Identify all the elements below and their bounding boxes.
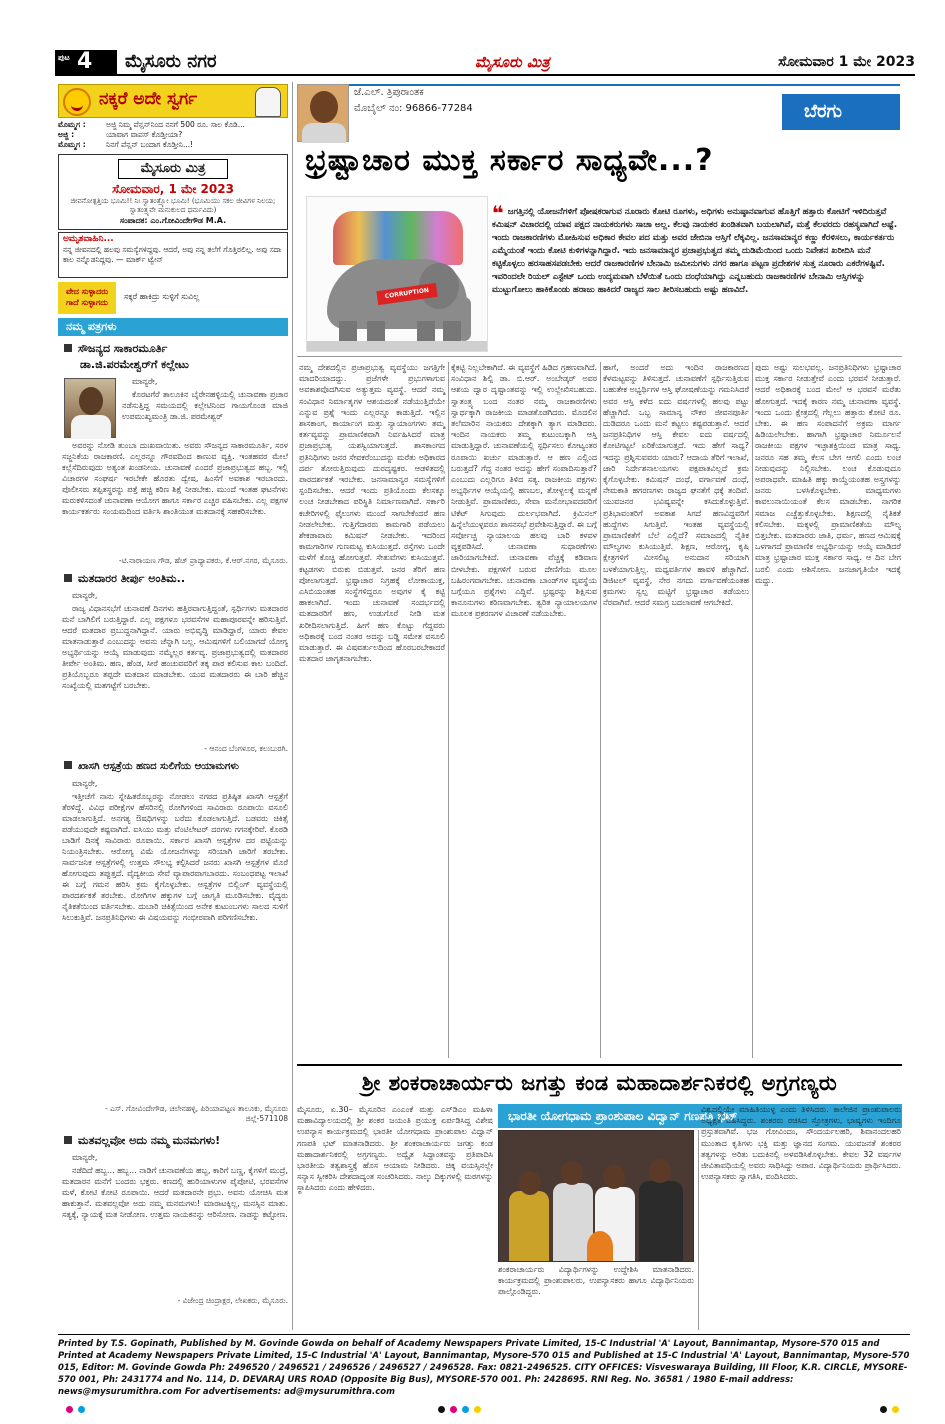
proverb-box bbox=[58, 282, 288, 314]
column-divider bbox=[292, 82, 293, 1330]
corruption-cartoon bbox=[306, 196, 488, 352]
letter-signature: - ಆನಂದ ಬೆಂಗಳೂರ, ಕಲುಬುರಗಿ. bbox=[204, 744, 288, 753]
feature-headline: ಶ್ರೀ ಶಂಕರಾಚಾರ್ಯರು ಜಗತ್ತು ಕಂಡ ಮಹಾದಾರ್ಶನಿಕರಲ್ಲಿ ಅಗ್ರಗಣ್ಯರು bbox=[361, 1071, 838, 1095]
issue-date: ಸೋಮವಾರ 1 ಮೇ 2023 bbox=[778, 54, 915, 70]
bullet-square-icon bbox=[64, 574, 72, 582]
article-column: ನಮ್ಮ ದೇಶದಲ್ಲಿನ ಪ್ರಜಾಪ್ರಭುತ್ವ ವ್ಯವಸ್ಥೆಯು ಜಗತ್ತಿಗೇ ಮಾದರಿಯಾದದ್ದು. ಪ್ರಜೆಗಳೇ ಪ್ರಭುಗಳಾಗುವ ಅವಕಾಶವೊದಗಿಸುವ ಅತ್ಯುತ್ತಮ ವ್ಯವಸ್ಥೆ. ಆದರೆ ನಮ್ಮ ಸಂವಿಧಾನ ನಿರ್ಮಾತೃಗಳ ಆಶಯದಂತೆ ನಡೆಯುತ್ತಿದೆಯೇ ಎನ್ನುವ ಪ್ರಶ್ನೆ ಇಂದು ಎಲ್ಲರನ್ನೂ ಕಾಡುತ್ತಿದೆ. ಇಲ್ಲಿನ ಶಾಸಕಾಂಗ, ಕಾರ್ಯಾಂಗ ಮತ್ತು ನ್ಯಾಯಾಂಗಗಳು ತಮ್ಮ ಕರ್ತವ್ಯವನ್ನು ಪ್ರಾಮಾಣಿಕವಾಗಿ ನಿರ್ವಹಿಸಿದರೆ ಮಾತ್ರ ಪ್ರಜಾಪ್ರಭುತ್ವ ಯಶಸ್ವಿಯಾಗುತ್ತದೆ. ಶಾಸಕಾಂಗದ ಪ್ರತಿನಿಧಿಗಳು ಜನರ ಸೇವಕರೆಂಬುದನ್ನು ಮರೆತು ಅಧಿಕಾರದ ದರ್ಪ ತೋರುತ್ತಿರುವುದು ದುರದೃಷ್ಟಕರ. ಆಡಳಿತದಲ್ಲಿ ಪಾರದರ್ಶಕತೆ ಇರಬೇಕು. ಜನಸಾಮಾನ್ಯರ ಸಮಸ್ಯೆಗಳಿಗೆ ಸ್ಪಂದಿಸಬೇಕು. ಆದರೆ ಇಂದು ಪ್ರತಿಯೊಂದು ಕೆಲಸಕ್ಕೂ ಲಂಚ ನೀಡಬೇಕಾದ ಪರಿಸ್ಥಿತಿ ನಿರ್ಮಾಣವಾಗಿದೆ. ಸರ್ಕಾರಿ ಕಚೇರಿಗಳಲ್ಲಿ ಫೈಲುಗಳು ಮುಂದೆ ಸಾಗಬೇಕೆಂದರೆ ಹಣ ನೀಡಲೇಬೇಕು. ಗುತ್ತಿಗೆದಾರರು ಕಾಮಗಾರಿ ಪಡೆಯಲು ಶೇಕಡಾವಾರು ಕಮಿಷನ್ ನೀಡಬೇಕು. ಇದರಿಂದ ಕಾಮಗಾರಿಗಳ ಗುಣಮಟ್ಟ ಕುಸಿಯುತ್ತದೆ. ರಸ್ತೆಗಳು ಒಂದೇ ಮಳೆಗೆ ಕೊಚ್ಚಿ ಹೋಗುತ್ತವೆ. ಸೇತುವೆಗಳು ಕುಸಿಯುತ್ತವೆ. ಕಟ್ಟಡಗಳು ಬಿರುಕು ಬಿಡುತ್ತವೆ. ಜನರ ತೆರಿಗೆ ಹಣ ಪೋಲಾಗುತ್ತದೆ. ಭ್ರಷ್ಟಾಚಾರ ನಿಗ್ರಹಕ್ಕೆ ಲೋಕಾಯುಕ್ತ, ಎಸಿಬಿಯಂತಹ ಸಂಸ್ಥೆಗಳಿದ್ದರೂ ಅವುಗಳ ಕೈ ಕಟ್ಟಿ ಹಾಕಲಾಗಿದೆ. ಇಂದು ಚುನಾವಣೆ ಸಂದರ್ಭದಲ್ಲಿ ಮತದಾರರಿಗೆ ಹಣ, ಉಡುಗೊರೆ ನೀಡಿ ಮತ ಖರೀದಿಸಲಾಗುತ್ತಿದೆ. ಹೀಗೆ ಹಣ ಕೊಟ್ಟು ಗೆದ್ದವರು ಅಧಿಕಾರಕ್ಕೆ ಬಂದ ನಂತರ ಅದನ್ನು ಬಡ್ಡಿ ಸಮೇತ ವಸೂಲಿ ಮಾಡುತ್ತಾರೆ. ಈ ವಿಷವರ್ತುಲದಿಂದ ಹೊರಬರಬೇಕಾದರೆ ಮತದಾರ ಜಾಗೃತನಾಗಬೇಕು. bbox=[299, 363, 445, 664]
joke-title-bar bbox=[58, 84, 288, 118]
author-name: ಜೆ.ಎಲ್. ತ್ರಿಪುರಾಂತಕ bbox=[354, 87, 424, 98]
column-divider bbox=[600, 362, 601, 1058]
bullet-square-icon bbox=[64, 1136, 72, 1144]
feature-photo-caption: ಶಂಕರಾಚಾರ್ಯರು ವಿದ್ಯಾರ್ಥಿಗಳನ್ನು ಉದ್ದೇಶಿಸಿ ಮಾತನಾಡಿದರು. ಕಾರ್ಯಕ್ರಮದಲ್ಲಿ ಪ್ರಾಂಶುಪಾಲರು, ಉಪನ್ಯಾಸಕರು ಹಾಗೂ ವಿದ್ಯಾರ್ಥಿನಿಯರು ಪಾಲ್ಗೊಂಡಿದ್ದರು. bbox=[498, 1265, 694, 1297]
page-number-tag bbox=[55, 50, 117, 74]
joke-line: ಮೊಮ್ಮಗ : ಅಜ್ಜಿ ನಿಮ್ಮ ಪೆನ್ಷನ್‌ನಿಂದ ನನಗೆ 500 ರೂ. ಸಾಲ ಕೊಡಿ... bbox=[58, 120, 245, 129]
registration-mark bbox=[880, 1406, 887, 1413]
column-divider bbox=[448, 362, 449, 1058]
column-divider bbox=[752, 362, 753, 1058]
joke-dialogue bbox=[58, 120, 288, 150]
registration-mark bbox=[78, 1406, 85, 1413]
author-mobile: ಮೊಬೈಲ್ ನಂ: 96866-77284 bbox=[354, 103, 473, 114]
letter-body: ಅವರನ್ನು ನೋಡಿ ತುಂಬಾ ದುಃಖವಾಯಿತು. ಅವರು ಸೌಜನ್ಯದ ಸಾಕಾರಮೂರ್ತಿ, ಸರಳ ಸಜ್ಜನಿಕೆಯ ರಾಜಕಾರಣಿ. ಎಲ್ಲರನ್ನೂ ಗೌರವದಿಂದ ಕಾಣುವ ವ್ಯಕ್ತಿ. ಇಂತಹವರ ಮೇಲೆ ಕಲ್ಲೆಸೆದಿರುವುದು ಅತ್ಯಂತ ಖಂಡನೀಯ. ಚುನಾವಣೆ ಎಂದರೆ ಪ್ರಜಾಪ್ರಭುತ್ವದ ಹಬ್ಬ. ಇಲ್ಲಿ ವಿಚಾರಗಳ ಸಂಘರ್ಷ ಇರಬೇಕೇ ಹೊರತು ದ್ವೇಷ, ಹಿಂಸೆಗೆ ಅವಕಾಶ ಇರಬಾರದು. ಪೊಲೀಸರು ತಪ್ಪಿತಸ್ಥರನ್ನು ಪತ್ತೆ ಹಚ್ಚಿ ಕಠಿಣ ಶಿಕ್ಷೆ ನೀಡಬೇಕು. ಮುಂದೆ ಇಂತಹ ಘಟನೆಗಳು ಮರುಕಳಿಸದಂತೆ ಚುನಾವಣಾ ಆಯೋಗ ಹಾಗೂ ಸರ್ಕಾರ ಎಚ್ಚರ ವಹಿಸಬೇಕು. ಎಲ್ಲ ಪಕ್ಷಗಳ ಕಾರ್ಯಕರ್ತರು ಸಂಯಮದಿಂದ ವರ್ತಿಸಿ ಶಾಂತಿಯುತ ಮತದಾನಕ್ಕೆ ಸಹಕರಿಸಬೇಕು. bbox=[62, 441, 288, 516]
registration-mark bbox=[892, 1406, 899, 1413]
bullet-square-icon bbox=[64, 344, 72, 352]
laughing-face-icon bbox=[63, 88, 91, 116]
feature-article-column: ವಿಶ್ವದಲ್ಲಿಯೇ ಮಾಹಿತಿಯುಳ್ಳ ಎಂದು ತಿಳಿಸಿದರು. ಕಾಲೇಜಿನ ಪ್ರಾಂಶುಪಾಲರು ಅಧ್ಯಕ್ಷತೆ ವಹಿಸಿದ್ದರು. ಶಂಕರರು ರಚಿಸಿದ ಸ್ತೋತ್ರಗಳು, ಭಾಷ್ಯಗಳು ಇಂದಿಗೂ ಪ್ರಸ್ತುತವಾಗಿವೆ. ಭಜ ಗೋವಿಂದಂ, ಸೌಂದರ್ಯಲಹರಿ, ಶಿವಾನಂದಲಹರಿ ಮುಂತಾದ ಕೃತಿಗಳು ಭಕ್ತಿ ಮತ್ತು ಜ್ಞಾನದ ಸಂಗಮ. ಯುವಜನತೆ ಶಂಕರರ ತತ್ವಗಳನ್ನು ಅರಿತು ಬದುಕಿನಲ್ಲಿ ಅಳವಡಿಸಿಕೊಳ್ಳಬೇಕು. ಕೇವಲ 32 ವರ್ಷಗಳ ಜೀವಿತಾವಧಿಯಲ್ಲಿ ಅವರು ಸಾಧಿಸಿದ್ದು ಅಪಾರ. ವಿದ್ಯಾರ್ಥಿನಿಯರು ಪ್ರಾರ್ಥಿಸಿದರು. ಉಪನ್ಯಾಸಕರು ಸ್ವಾಗತಿಸಿ, ವಂದಿಸಿದರು. bbox=[701, 1105, 901, 1182]
letter-body: ಮಾನ್ಯರೇ, ನಡೆದಿದೆ ಹಬ್ಬ... ಹಬ್ಬ... ನಾಡಿಗೆ ಚುನಾವಣೆಯ ಹಬ್ಬ, ಕಾರಿಗೆ ಬಣ್ಣ, ಕೈಗಳಿಗೆ ಮುದ್ರೆ, ಮತದಾರನ ಮನೆಗೆ ಬಂದರು ಭಕ್ತರು. ಕಣದಲ್ಲಿ ಹುರಿಯಾಳುಗಳ ಪೈಪೋಟಿ, ಭರವಸೆಗಳ ಮಳೆ, ಕೋಟಿ ಕೋಟಿ ರೂಪಾಯಿ. ಆದರೆ ಮತದಾರನೇ ಪ್ರಭು. ಅವನು ಯೋಚಿಸಿ ಮತ ಹಾಕುತ್ತಾನೆ. ಮತವಲ್ಲವೋ ಅದು ನಮ್ಮ ಮನಮಗಳು! ಮಾರಾಟಕ್ಕಿಲ್ಲ, ಮನಸ್ಸಿನ ಮಾತು. ಸತ್ಯಕ್ಕೆ, ನ್ಯಾಯಕ್ಕೆ ಮತ ನೀಡೋಣ. ಉತ್ತಮ ನಾಯಕನನ್ನು ಆರಿಸೋಣ. ನಾಡನ್ನು ಕಟ್ಟೋಣ. bbox=[62, 1153, 288, 1219]
section-divider bbox=[297, 356, 902, 357]
article-column: ಪುದು ಅಷ್ಟು ಸುಲಭವಲ್ಲ. ಜನಪ್ರತಿನಿಧಿಗಳು ಭ್ರಷ್ಟಾಚಾರ ಮುಕ್ತ ಸರ್ಕಾರ ನೀಡುತ್ತೇವೆ ಎಂದು ಭರವಸೆ ನೀಡುತ್ತಾರೆ. ಆದರೆ ಅಧಿಕಾರಕ್ಕೆ ಬಂದ ಮೇಲೆ ಆ ಭರವಸೆ ಮರೆತು ಹೋಗುತ್ತದೆ. ಇದಕ್ಕೆ ಕಾರಣ ನಮ್ಮ ಚುನಾವಣಾ ವ್ಯವಸ್ಥೆ. ಇಂದು ಒಂದು ಕ್ಷೇತ್ರದಲ್ಲಿ ಗೆಲ್ಲಲು ಹತ್ತಾರು ಕೋಟಿ ರೂ. ಬೇಕು. ಈ ಹಣ ಸಂಪಾದನೆಗೆ ಅಕ್ರಮ ಮಾರ್ಗ ಹಿಡಿಯಲೇಬೇಕು. ಹಾಗಾಗಿ ಭ್ರಷ್ಟಾಚಾರ ನಿರ್ಮೂಲನೆ ರಾಜಕೀಯ ಪಕ್ಷಗಳ ಇಚ್ಛಾಶಕ್ತಿಯಿಂದ ಮಾತ್ರ ಸಾಧ್ಯ. ಜನರೂ ಸಹ ತಮ್ಮ ಕೆಲಸ ಬೇಗ ಆಗಲಿ ಎಂದು ಲಂಚ ನೀಡುವುದನ್ನು ನಿಲ್ಲಿಸಬೇಕು. ಲಂಚ ಕೊಡುವುದೂ ಅಪರಾಧವೇ. ಮಾಹಿತಿ ಹಕ್ಕು ಕಾಯ್ದೆಯಂತಹ ಅಸ್ತ್ರಗಳನ್ನು ಜನರು ಬಳಸಿಕೊಳ್ಳಬೇಕು. ಮಾಧ್ಯಮಗಳು ಕಾವಲುನಾಯಿಯಂತೆ ಕೆಲಸ ಮಾಡಬೇಕು. ನಾಗರಿಕ ಸಮಾಜ ಎಚ್ಚೆತ್ತುಕೊಳ್ಳಬೇಕು. ಶಿಕ್ಷಣದಲ್ಲಿ ನೈತಿಕತೆ ಕಲಿಸಬೇಕು. ಮಕ್ಕಳಲ್ಲಿ ಪ್ರಾಮಾಣಿಕತೆಯ ಮೌಲ್ಯ ಬಿತ್ತಬೇಕು. ಮತದಾರರು ಜಾತಿ, ಧರ್ಮ, ಹಣದ ಆಮಿಷಕ್ಕೆ ಒಳಗಾಗದೆ ಪ್ರಾಮಾಣಿಕ ಅಭ್ಯರ್ಥಿಯನ್ನು ಆಯ್ಕೆ ಮಾಡಿದರೆ ಮಾತ್ರ ಭ್ರಷ್ಟಾಚಾರ ಮುಕ್ತ ಸರ್ಕಾರ ಸಾಧ್ಯ. ಆ ದಿನ ಬೇಗ ಬರಲಿ ಎಂದು ಆಶಿಸೋಣ. ಜನಜಾಗೃತಿಯೇ ಇದಕ್ಕೆ ಮದ್ದು. bbox=[755, 363, 901, 585]
page-number: 4 bbox=[77, 49, 93, 74]
letter-title: ಖಾಸಗಿ ಆಸ್ಪತ್ರೆಯ ಹಣದ ಸುಲಿಗೆಯ ಆಯಾಮಗಳು bbox=[64, 760, 288, 774]
event-photo bbox=[498, 1130, 694, 1262]
letters-section-banner: ನಮ್ಮ ಪತ್ರಗಳು bbox=[58, 318, 288, 336]
main-headline: ಭ್ರಷ್ಟಾಚಾರ ಮುಕ್ತ ಸರ್ಕಾರ ಸಾಧ್ಯವೇ...? bbox=[305, 143, 714, 178]
feature-subheadline: ಭಾರತೀ ಯೋಗಧಾಮ ಪ್ರಾಂಶುಪಾಲ ವಿದ್ವಾನ್ ಗಣಪತಿ ಭಟ್ bbox=[498, 1104, 902, 1128]
portrait-photo bbox=[64, 378, 116, 438]
registration-mark bbox=[438, 1406, 445, 1413]
letter-signature: - ವಿಜೇಂದ್ರ ಚಿಂದ್ರಾಕ್ಷರ, ಲೇಖಕರು, ಮೈಸೂರು. bbox=[177, 1296, 288, 1305]
letter-body: ಮಾನ್ಯರೇ, ರಾಜ್ಯ ವಿಧಾನಸಭೆಗೆ ಚುನಾವಣೆ ದಿನಗಳು ಹತ್ತಿರವಾಗುತ್ತಿದ್ದಂತೆ, ಸ್ಪರ್ಧಿಗಳು ಮತದಾರರ ಮನೆ ಬಾಗಿಲಿಗೆ ಬರುತ್ತಿದ್ದಾರೆ. ಎಲ್ಲ ಪಕ್ಷಗಳೂ ಭರವಸೆಗಳ ಮಹಾಪೂರವನ್ನೇ ಹರಿಸುತ್ತಿವೆ. ಆದರೆ ಮತದಾರ ಪ್ರಬುದ್ಧನಾಗಿದ್ದಾನೆ. ಯಾರು ಅಭಿವೃದ್ಧಿ ಮಾಡಿದ್ದಾರೆ, ಯಾರು ಕೇವಲ ಮಾತನಾಡುತ್ತಾರೆ ಎಂಬುದನ್ನು ಅವನು ಚೆನ್ನಾಗಿ ಬಲ್ಲ. ಆಮಿಷಗಳಿಗೆ ಬಲಿಯಾಗದೆ ಯೋಗ್ಯ ಅಭ್ಯರ್ಥಿಯನ್ನು ಆಯ್ಕೆ ಮಾಡುವುದು ನಮ್ಮೆಲ್ಲರ ಕರ್ತವ್ಯ. ಪ್ರಜಾಪ್ರಭುತ್ವದಲ್ಲಿ ಮತದಾರರ ತೀರ್ಪೇ ಅಂತಿಮ. ಹಣ, ಹೆಂಡ, ಸೀರೆ ಹಂಚುವವರಿಗೆ ತಕ್ಕ ಪಾಠ ಕಲಿಸುವ ಕಾಲ ಬಂದಿದೆ. ಪ್ರತಿಯೊಬ್ಬರೂ ತಪ್ಪದೇ ಮತದಾನ ಮಾಡಬೇಕು. ಯುವ ಮತದಾರರು ಈ ಬಾರಿ ಹೆಚ್ಚಿನ ಸಂಖ್ಯೆಯಲ್ಲಿ ಮತಗಟ್ಟೆಗೆ ಬರಬೇಕು. bbox=[62, 591, 288, 690]
column-badge: ಬೆರಗು bbox=[782, 94, 900, 130]
printer-imprint: Printed by T.S. Gopinath, Published by M. Govinde Gowda on behalf of Academy Newspapers Private Limited, 15-C Industrial 'A' Layout, Bannimantap, Mysore-570 015 and Printed at Academy Newspapers Private Limited, 15-C Industrial 'A' Layout, Bannimantap, Mysore-570 015 and Published at 15-C Industrial 'A' Layout, Bannimantap, Mysore-570 015, Editor: M. Govinde Gowda Ph: 2496520 / 2496521 / 2496526 / 2496527 / 2496528. Fax: 0821-2496525. CITY OFFICES: Visveswaraya Building, III Floor, K.R. CIRCLE, MYSORE-570 001, Ph: 2431774 and No. 114, D. DEVARAJ URS ROAD (Opposite Big Bus), MYSORE-570 001. Ph: 2428695. RNI Reg. No. 36581 / 1980 E-mail address: news@mysurumithra.com For advertisements: ad@mysurumithra.com bbox=[58, 1339, 910, 1397]
masthead-name: ಮೈಸೂರು ಮಿತ್ರ bbox=[118, 159, 228, 179]
registration-mark bbox=[66, 1406, 73, 1413]
editor-line: ಸಂಪಾದಕ: ಎಂ.ಗೋವಿಂದೇಗೌಡ M.A. bbox=[119, 216, 227, 225]
quote-mark-icon: ❝ bbox=[492, 201, 504, 225]
letter-signature: - ಎಸ್. ಗೋವಿಂದೇಗೌಡ, ಚಲೇನಹಳ್ಳಿ, ಪಿರಿಯಾಪಟ್ಟಣ ತಾಲೂಕು, ಮೈಸೂರು ಜಿಲ್ಲೆ-571108 bbox=[105, 1104, 288, 1123]
page-header bbox=[55, 48, 915, 76]
cartoon-figure-icon bbox=[255, 87, 281, 117]
cartoon-caption: CORRUPTION bbox=[376, 283, 437, 305]
registration-mark bbox=[474, 1406, 481, 1413]
letter-title: ಸೌಜನ್ಯದ ಸಾಕಾರಮೂರ್ತಿ bbox=[64, 342, 288, 356]
joke-line: ಅಜ್ಜಿ : ಯಾವಾಗ ವಾಪಸ್ ಕೊಡ್ತೀಯಾ? bbox=[58, 130, 183, 139]
letter-title: ಮತದಾರರ ತೀರ್ಪು ಅಂತಿಮ.. bbox=[64, 572, 288, 586]
masthead-box bbox=[58, 154, 288, 230]
quote-of-day-text: ನನ್ನ ಜೀವನದಲ್ಲಿ ಹಲವು ಸಮಸ್ಯೆಗಳಿದ್ದವು. ಆದರೆ, ಅವು ನನ್ನ ತಲೆಗೆ ಗೊತ್ತಿರಲಿಲ್ಲ. ಅವು ಸದಾ ಕಾಲ ನನ್ನೊಡನಿದ್ದವು. — ಮಾರ್ಕ್ ಟ್ವೇನ್ bbox=[63, 245, 282, 264]
registration-mark bbox=[450, 1406, 457, 1413]
letter-body: ಮಾನ್ಯರೇ, ಕೊರಟಗೆರೆ ತಾಲೂಕಿನ ಬೈರೇನಹಳ್ಳಿಯಲ್ಲಿ ಚುನಾವಣಾ ಪ್ರಚಾರ ನಡೆಸುತ್ತಿದ್ದ ಸಮಯದಲ್ಲಿ ಕಲ್ಲೇಟಿನಿಂದ ಗಾಯಗೊಂಡ ಮಾಜಿ ಉಪಮುಖ್ಯಮಂತ್ರಿ ಡಾ.ಜಿ. ಪರಮೇಶ್ವರ್ bbox=[122, 377, 288, 421]
registration-mark bbox=[462, 1406, 469, 1413]
letter-subtitle: ಡಾ.ಜಿ.ಪರಮೇಶ್ವರ್‌ಗೆ ಕಲ್ಲೇಟು bbox=[80, 358, 189, 371]
article-column: ಹಾಗೆ, ಅಂದರೆ ಅದು ಇಂದಿನ ರಾಜಕಾರಣದ ಕೆಳಮಟ್ಟವನ್ನು ತಿಳಿಸುತ್ತದೆ. ಚುನಾವಣೆಗೆ ಸ್ಪರ್ಧಿಸುತ್ತಿರುವ ಬಹುತೇಕ ಅಭ್ಯರ್ಥಿಗಳ ಆಸ್ತಿ ಘೋಷಣೆಯನ್ನು ಗಮನಿಸಿದರೆ ಅವರ ಆಸ್ತಿ ಕಳೆದ ಐದು ವರ್ಷಗಳಲ್ಲಿ ಹಲವು ಪಟ್ಟು ಹೆಚ್ಚಾಗಿದೆ. ಒಬ್ಬ ಸಾಮಾನ್ಯ ನೌಕರ ಜೀವನಪೂರ್ತಿ ದುಡಿದರೂ ಒಂದು ಮನೆ ಕಟ್ಟಲು ಕಷ್ಟಪಡುತ್ತಾನೆ. ಆದರೆ ಜನಪ್ರತಿನಿಧಿಗಳ ಆಸ್ತಿ ಕೇವಲ ಐದು ವರ್ಷದಲ್ಲಿ ಕೋಟಿಗಟ್ಟಲೆ ಏರಿಕೆಯಾಗುತ್ತದೆ. ಇದು ಹೇಗೆ ಸಾಧ್ಯ? ಇದನ್ನು ಪ್ರಶ್ನಿಸುವವರು ಯಾರು? ಆದಾಯ ತೆರಿಗೆ ಇಲಾಖೆ, ಜಾರಿ ನಿರ್ದೇಶನಾಲಯಗಳು ಪಕ್ಷಪಾತವಿಲ್ಲದೆ ಕ್ರಮ ಕೈಗೊಳ್ಳಬೇಕು. ಕಮಿಷನ್ ದಂಧೆ, ವರ್ಗಾವಣೆ ದಂಧೆ, ನೇಮಕಾತಿ ಹಗರಣಗಳು ರಾಜ್ಯದ ಘನತೆಗೆ ಧಕ್ಕೆ ತಂದಿವೆ. ಯುವಜನರ ಭವಿಷ್ಯವನ್ನೇ ಕಸಿದುಕೊಳ್ಳುತ್ತಿವೆ. ಪ್ರತಿಭಾವಂತರಿಗೆ ಅವಕಾಶ ಸಿಗದೆ ಹಣವಿದ್ದವರಿಗೆ ಹುದ್ದೆಗಳು ಸಿಗುತ್ತಿವೆ. ಇಂತಹ ವ್ಯವಸ್ಥೆಯಲ್ಲಿ ಪ್ರಾಮಾಣಿಕತೆಗೆ ಬೆಲೆ ಎಲ್ಲಿದೆ? ಸಮಾಜದಲ್ಲಿ ನೈತಿಕ ಮೌಲ್ಯಗಳು ಕುಸಿಯುತ್ತಿವೆ. ಶಿಕ್ಷಣ, ಆರೋಗ್ಯ, ಕೃಷಿ ಕ್ಷೇತ್ರಗಳಿಗೆ ಮೀಸಲಿಟ್ಟ ಅನುದಾನ ಸರಿಯಾಗಿ ಬಳಕೆಯಾಗುತ್ತಿಲ್ಲ. ಮಧ್ಯವರ್ತಿಗಳ ಹಾವಳಿ ಹೆಚ್ಚಾಗಿದೆ. ಡಿಜಿಟಲ್ ವ್ಯವಸ್ಥೆ, ನೇರ ನಗದು ವರ್ಗಾವಣೆಯಂತಹ ಕ್ರಮಗಳು ಸ್ವಲ್ಪ ಮಟ್ಟಿಗೆ ಭ್ರಷ್ಟಾಚಾರ ತಡೆಯಲು ನೆರವಾಗಿವೆ. ಆದರೆ ಸಮಗ್ರ ಬದಲಾವಣೆ ಆಗಬೇಕಿದೆ. bbox=[603, 363, 749, 608]
feature-article-column: ಮೈಸೂರು, ಏ.30– ಮೈಸೂರಿನ ಎಂಎಂಕೆ ಮತ್ತು ಎಸ್‌ಡಿಎಂ ಮಹಿಳಾ ಮಹಾವಿದ್ಯಾಲಯದಲ್ಲಿ ಶ್ರೀ ಶಂಕರ ಜಯಂತಿ ಪ್ರಯುಕ್ತ ಏರ್ಪಡಿಸಿದ್ದ ವಿಶೇಷ ಉಪನ್ಯಾಸ ಕಾರ್ಯಕ್ರಮದಲ್ಲಿ ಭಾರತೀ ಯೋಗಧಾಮ ಪ್ರಾಂಶುಪಾಲ ವಿದ್ವಾನ್ ಗಣಪತಿ ಭಟ್ ಮಾತನಾಡಿದರು. ಶ್ರೀ ಶಂಕರಾಚಾರ್ಯರು ಜಗತ್ತು ಕಂಡ ಮಹಾದಾರ್ಶನಿಕರಲ್ಲಿ ಅಗ್ರಗಣ್ಯರು. ಅದ್ವೈತ ಸಿದ್ಧಾಂತವನ್ನು ಪ್ರತಿಪಾದಿಸಿ ಭಾರತೀಯ ತತ್ವಶಾಸ್ತ್ರಕ್ಕೆ ಹೊಸ ಆಯಾಮ ನೀಡಿದರು. ಚಿಕ್ಕ ವಯಸ್ಸಿನಲ್ಲೇ ಸನ್ಯಾಸ ಸ್ವೀಕರಿಸಿ ದೇಶದಾದ್ಯಂತ ಸಂಚರಿಸಿದರು. ನಾಲ್ಕು ದಿಕ್ಕುಗಳಲ್ಲಿ ಮಠಗಳನ್ನು ಸ್ಥಾಪಿಸಿದರು ಎಂದು ಹೇಳಿದರು. bbox=[297, 1105, 493, 1193]
column-divider bbox=[698, 1130, 699, 1330]
proverb-text: ಸಕ್ಕರೆ ಹಾಕಿದ್ರು ಸುಳ್ಳಿಗೆ ಸುವಿಲ್ಲ bbox=[124, 292, 200, 301]
letter-title: ಮತವಲ್ಲವೋ ಅದು ನಮ್ಮ ಮನಮಗಳು! bbox=[64, 1134, 288, 1148]
article-column: ಕೈಕಟ್ಟಿ ನಿಲ್ಲಬೇಕಾಗಿದೆ. ಈ ವ್ಯವಸ್ಥೆಗೆ ಹಿಡಿದ ಗ್ರಹಣವಾಗಿದೆ. ಸಂವಿಧಾನ ಶಿಲ್ಪಿ ಡಾ. ಬಿ.ಆರ್. ಅಂಬೇಡ್ಕರ್ ಅವರ ಆಶಯ ದ್ವಾರ ದೃಷ್ಟಾಂತವನ್ನು ಇಲ್ಲಿ ಉಲ್ಲೇಖಿಸಬಹುದು. ಸ್ವಾತಂತ್ರ್ಯ ಬಂದ ನಂತರ ನಮ್ಮ ರಾಜಕಾರಣಿಗಳು ಸ್ವಾರ್ಥಕ್ಕಾಗಿ ರಾಜಕೀಯ ಮಾಡತೊಡಗಿದರು. ಮೊದಲಿನ ತಲೆಮಾರಿನ ನಾಯಕರು ದೇಶಕ್ಕಾಗಿ ತ್ಯಾಗ ಮಾಡಿದರು. ಇಂದಿನ ನಾಯಕರು ತಮ್ಮ ಕುಟುಂಬಕ್ಕಾಗಿ ಆಸ್ತಿ ಮಾಡುತ್ತಿದ್ದಾರೆ. ಚುನಾವಣೆಯಲ್ಲಿ ಸ್ಪರ್ಧಿಸಲು ಕೋಟ್ಯಂತರ ರೂಪಾಯಿ ಖರ್ಚು ಮಾಡುತ್ತಾರೆ. ಆ ಹಣ ಎಲ್ಲಿಂದ ಬರುತ್ತದೆ? ಗೆದ್ದ ನಂತರ ಅದನ್ನು ಹೇಗೆ ಸಂಪಾದಿಸುತ್ತಾರೆ? ಎಂಬುದು ಎಲ್ಲರಿಗೂ ತಿಳಿದ ಸತ್ಯ. ರಾಜಕೀಯ ಪಕ್ಷಗಳು ಅಭ್ಯರ್ಥಿಗಳ ಆಯ್ಕೆಯಲ್ಲಿ ಹಣಬಲ, ತೋಳ್ಬಲಕ್ಕೆ ಮನ್ನಣೆ ನೀಡುತ್ತಿವೆ. ಪ್ರಾಮಾಣಿಕರು, ಸೇವಾ ಮನೋಭಾವದವರಿಗೆ ಟಿಕೆಟ್ ಸಿಗುವುದು ದುರ್ಲಭವಾಗಿದೆ. ಕ್ರಿಮಿನಲ್ ಹಿನ್ನೆಲೆಯುಳ್ಳವರೂ ಶಾಸನಸಭೆ ಪ್ರವೇಶಿಸುತ್ತಿದ್ದಾರೆ. ಈ ಬಗ್ಗೆ ಸರ್ವೋಚ್ಚ ನ್ಯಾಯಾಲಯ ಹಲವು ಬಾರಿ ಕಳವಳ ವ್ಯಕ್ತಪಡಿಸಿದೆ. ಚುನಾವಣಾ ಸುಧಾರಣೆಗಳು ಜಾರಿಯಾಗಬೇಕಿದೆ. ಚುನಾವಣಾ ವೆಚ್ಚಕ್ಕೆ ಕಡಿವಾಣ ಬೀಳಬೇಕು. ಪಕ್ಷಗಳಿಗೆ ಬರುವ ದೇಣಿಗೆಯ ಮೂಲ ಬಹಿರಂಗವಾಗಬೇಕು. ಚುನಾವಣಾ ಬಾಂಡ್‌ಗಳ ವ್ಯವಸ್ಥೆಯ ಬಗ್ಗೆಯೂ ಪ್ರಶ್ನೆಗಳು ಎದ್ದಿವೆ. ಭ್ರಷ್ಟರನ್ನು ಶಿಕ್ಷಿಸುವ ಕಾನೂನುಗಳು ಕಠಿಣವಾಗಬೇಕು. ತ್ವರಿತ ನ್ಯಾಯಾಲಯಗಳ ಮೂಲಕ ಪ್ರಕರಣಗಳ ವಿಚಾರಣೆ ನಡೆಯಬೇಕು. bbox=[451, 363, 597, 619]
article-lead: ❝ ಜಗತ್ತಿನಲ್ಲಿ ಯೋಜನೆಗಳಿಗೆ ಪೋಷಕರಾಗುವ ನೂರಾರು ಕೋಟಿ ರೂಗಳು, ಅಧಿಗಳು ಅನುಷ್ಠಾನವಾಗುವ ಹೊತ್ತಿಗೆ ಹತ್ತಾರು ಕೋಟಿಗೆ ಇಳಿದಿರುತ್ತವೆ ಕಮಿಷನ್ ವಿಚಾರದಲ್ಲಿ ಯಾವ ಪಕ್ಷದ ನಾಯಕರುಗಳು ಸಾಚಾ ಅಲ್ಲ. ಕೆಲವು ನಾಯಕರ ಖಂಡಿತವಾಗಿ ಬಯಲಾಗಿವೆ, ಮತ್ತೆ ಕೆಲವರದು ರಹಸ್ಯವಾಗಿದೆ ಅಷ್ಟೆ. ಇಂದು ರಾಜಕಾರಣಿಗಳು ಮೋಹಿಸುವ ಅಧಿಕಾರ ಕೇವಲ ಪದ ಮತ್ತು ಅವರ ಜೇಬಿನಾ ಆಸ್ತಿಗೆ ಲೆಕ್ಕವಿಲ್ಲ. ಜನಸಾಮಾನ್ಯರ ಕಣ್ಣು ಕೆರಳಿಸಲು, ಕಾರ್ಯಕರ್ತರು ಎಮ್ಮೆಯಂತೆ ಇಂದು ಕೋಟಿ ಕುಳಿಗಳನ್ನಾಗಿದ್ದಾರೆ. ಇದು ಜನಸಾಮಾನ್ಯರ ಪ್ರಜಾಪ್ರಭುತ್ವದ ತಮ್ಮ ದುಡಿಮೆಯಿಂದ ಒಂದು ನಿವೇಶನ ಖರೀದಿಸಿ ಮನೆ ಕಟ್ಟಿಕೊಳ್ಳಲು ಹರಸಾಹಸಪಡಬೇಕು ಆದರೆ ರಾಜಕಾರಣಿಗಳ ಬೇನಾಮಿ ಜಮೀನುಗಳು ನಗರ ಹಾಗೂ ಪಟ್ಟಣ ಪ್ರದೇಶಗಳ ಸುತ್ತ ನೂರಾರು ಎಕರೆಗಳಷ್ಟಿವೆ. ಇವರಿಂದಲೇ ರಿಯಲ್ ಎಸ್ಟೇಟ್ ಒಂದು ಉದ್ಯಮವಾಗಿ ಬೆಳೆಯಿತೆ ಒಂದು ದಂಧೆಯಾಗಿದ್ದು ಎನ್ನಬಹುದು ರಾಜಕಾರಣಿಗಳ ಬೇನಾಮಿ ಆಸ್ತಿಗಳನ್ನು ಮುಟ್ಟುಗೋಲು ಹಾಕಿಕೊಂಡು ಹರಾಜು ಹಾಕಿದರೆ ರಾಜ್ಯದ ಸಾಲ ತೀರಿಸಬಹುದು ಅಷ್ಟು ಹಣವಿದೆ. bbox=[492, 201, 898, 295]
footer-divider bbox=[58, 1334, 910, 1335]
page-label: ಪುಟ bbox=[58, 53, 70, 62]
masthead-motto: ಜೀವನೋತ್ಪತ್ತಿಯ ಭೂಮಿ!! ನಿಃ ಸ್ವಾತಂತ್ರ್ಯೋ ಭೂಮಿ! (ಭೂಮಿಯು ಸಕಲ ಜೀವಿಗಳ ನಿಲಯ; ಸ್ವಾತಂತ್ರ್ಯವೇ ಮನುಕುಲದ ಧರ್ಮವಿದು) bbox=[70, 197, 276, 214]
letter-body: ಮಾನ್ಯರೇ, ಇತ್ತೀಚೆಗೆ ನಾನು ಸ್ನೇಹಿತರೊಬ್ಬರನ್ನು ನೋಡಲು ನಗರದ ಪ್ರತಿಷ್ಠಿತ ಖಾಸಗಿ ಆಸ್ಪತ್ರೆಗೆ ತೆರಳಿದ್ದೆ. ವಿವಿಧ ಪರೀಕ್ಷೆಗಳ ಹೆಸರಿನಲ್ಲಿ ರೋಗಿಗಳಿಂದ ಸಾವಿರಾರು ರೂಪಾಯಿ ವಸೂಲಿ ಮಾಡಲಾಗುತ್ತಿದೆ. ಅನಗತ್ಯ ಔಷಧಿಗಳನ್ನು ಬರೆದು ಕೊಡಲಾಗುತ್ತಿದೆ. ಬಡವರು ಚಿಕಿತ್ಸೆ ಪಡೆಯುವುದೇ ಕಷ್ಟವಾಗಿದೆ. ಐಸಿಯು ಮತ್ತು ವೆಂಟಿಲೇಟರ್ ದರಗಳು ಗಗನಕ್ಕೇರಿವೆ. ಕೊಠಡಿ ಬಾಡಿಗೆ ದಿನಕ್ಕೆ ಸಾವಿರಾರು ರೂಪಾಯಿ. ಸರ್ಕಾರ ಖಾಸಗಿ ಆಸ್ಪತ್ರೆಗಳ ದರ ಪಟ್ಟಿಯನ್ನು ನಿಯಂತ್ರಿಸಬೇಕು. ಆರೋಗ್ಯ ವಿಮೆ ಯೋಜನೆಗಳನ್ನು ಸರಿಯಾಗಿ ಜಾರಿಗೆ ತರಬೇಕು. ಸಾರ್ವಜನಿಕ ಆಸ್ಪತ್ರೆಗಳಲ್ಲಿ ಉತ್ತಮ ಸೌಲಭ್ಯ ಕಲ್ಪಿಸಿದರೆ ಜನರು ಖಾಸಗಿ ಆಸ್ಪತ್ರೆಗಳ ಮೊರೆ ಹೋಗುವುದು ತಪ್ಪುತ್ತದೆ. ವೈದ್ಯಕೀಯ ಸೇವೆ ವ್ಯಾಪಾರವಾಗಬಾರದು. ಸಂಬಂಧಪಟ್ಟ ಇಲಾಖೆ ಈ ಬಗ್ಗೆ ಗಮನ ಹರಿಸಿ ಕ್ರಮ ಕೈಗೊಳ್ಳಬೇಕು. ಆಸ್ಪತ್ರೆಗಳ ಬಿಲ್ಲಿಂಗ್ ವ್ಯವಸ್ಥೆಯಲ್ಲಿ ಪಾರದರ್ಶಕತೆ ತರಬೇಕು. ರೋಗಿಗಳ ಹಕ್ಕುಗಳ ಬಗ್ಗೆ ಜಾಗೃತಿ ಮೂಡಿಸಬೇಕು. ವೈದ್ಯರು ನೈತಿಕತೆಯಿಂದ ವರ್ತಿಸಬೇಕು. ದುಬಾರಿ ಚಿಕಿತ್ಸೆಯಿಂದ ಅನೇಕ ಕುಟುಂಬಗಳು ಸಾಲದ ಸುಳಿಗೆ ಸಿಲುಕುತ್ತಿವೆ. ಜನಪ್ರತಿನಿಧಿಗಳು ಈ ವಿಷಯವನ್ನು ಗಂಭೀರವಾಗಿ ಪರಿಗಣಿಸಬೇಕು. bbox=[62, 779, 288, 922]
joke-box bbox=[58, 84, 288, 154]
joke-title: ನಕ್ಕರೆ ಅದೇ ಸ್ವರ್ಗ bbox=[99, 89, 198, 109]
joke-line: ಮೊಮ್ಮಗ : ನಿನಗೆ ಪೆನ್ಷನ್ ಬಂದಾಗ ಕೊಡ್ತೀನಿ...! bbox=[58, 140, 194, 149]
quote-of-day-title: ಅಮೃತವಾಹಿನಿ... bbox=[63, 234, 114, 244]
quote-of-day-box bbox=[58, 232, 288, 278]
masthead-date: ಸೋಮವಾರ, 1 ಮೇ 2023 bbox=[112, 182, 234, 196]
letter-signature: -ಟಿ.ನಾರಾಯಣ ಗೌಡ, ಹೆಚ್‌ ಪ್ರಾಧ್ಯಾಪಕರು, ಕೆ.ಆರ್.ನಗರ, ಮೈಸೂರು. bbox=[118, 556, 288, 565]
section-title: ಮೈಸೂರು ನಗರ bbox=[125, 51, 217, 72]
masthead-logo: ಮೈಸೂರು ಮಿತ್ರ bbox=[475, 53, 550, 71]
proverb-label: ವೇದ ಸುಳ್ಳಾದರು ಗಾದೆ ಸುಳ್ಳಾಗದು bbox=[58, 282, 116, 314]
author-photo bbox=[297, 84, 349, 142]
bullet-square-icon bbox=[64, 761, 72, 769]
